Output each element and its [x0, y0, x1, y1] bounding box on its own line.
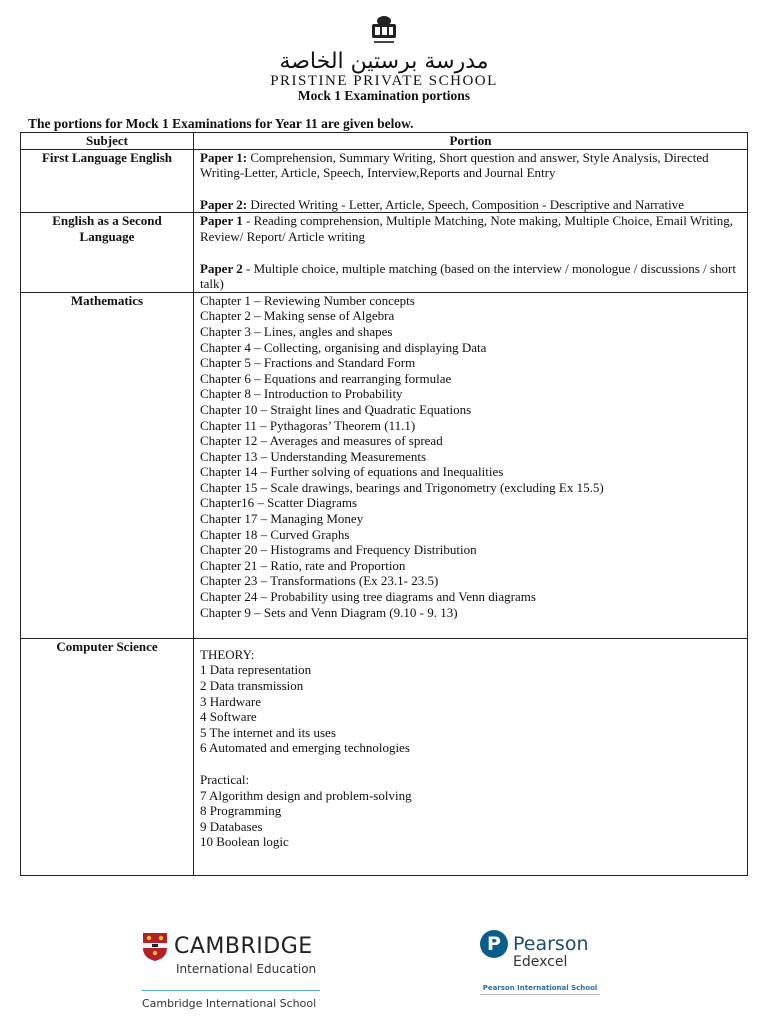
cambridge-brand — [142, 932, 322, 962]
table-row — [21, 292, 748, 638]
portion-cell — [194, 149, 748, 213]
portions-table — [20, 132, 748, 876]
list-item: Chapter16 – Scatter Diagrams — [200, 495, 358, 511]
subject-cell: First Language English — [21, 149, 194, 213]
divider — [480, 994, 600, 995]
list-item: Chapter 17 – Managing Money — [200, 511, 364, 527]
edexcel-name: Edexcel — [513, 954, 568, 970]
table-row — [21, 149, 748, 213]
list-item: Chapter 18 – Curved Graphs — [200, 526, 350, 542]
list-item: Chapter 5 – Fractions and Standard Form — [200, 355, 416, 371]
paper-2-label: Paper 2: — [200, 196, 248, 212]
list-item: 10 Boolean logic — [200, 834, 289, 850]
list-item: Chapter 14 – Further solving of equations and Inequalities — [200, 464, 504, 480]
paper-2-text — [200, 197, 741, 213]
school-name: PRISTINE PRIVATE SCHOOL — [270, 73, 498, 89]
list-item: 6 Automated and emerging technologies — [200, 740, 410, 756]
practical-heading: Practical: — [200, 771, 250, 787]
list-item: 8 Programming — [200, 803, 282, 819]
list-item: Chapter 10 – Straight lines and Quadratic Equations — [200, 401, 472, 417]
table-row — [21, 638, 748, 875]
list-item: Chapter 8 – Introduction to Probability — [200, 386, 403, 402]
portion-header: Portion — [194, 133, 748, 150]
school-name-arabic: مدرسة برستين الخاصة — [279, 49, 489, 74]
subject-cell: Computer Science — [21, 638, 194, 875]
list-item: Chapter 21 – Ratio, rate and Proportion — [200, 557, 406, 573]
portion-cell — [194, 638, 748, 875]
document-title: Mock 1 Examination portions — [297, 88, 471, 103]
paper-2-content: Directed Writing - Letter, Article, Speech, Composition - Descriptive and Narrative — [247, 196, 685, 212]
list-item: Chapter 2 – Making sense of Algebra — [200, 308, 395, 324]
cambridge-subtitle: International Education — [176, 962, 317, 976]
pearson-school-label: Pearson International School — [482, 984, 598, 992]
list-item: 4 Software — [200, 709, 257, 725]
table-header-row — [21, 133, 748, 150]
school-crest-logo — [366, 12, 402, 48]
paper-1-label: Paper 1: — [200, 149, 248, 165]
list-item: Chapter 12 – Averages and measures of spread — [200, 433, 443, 449]
list-item: Chapter 13 – Understanding Measurements — [200, 448, 427, 464]
paper-2-label: Paper 2 — [200, 260, 243, 276]
paper-1-text — [200, 213, 741, 244]
list-item: Chapter 23 – Transformations (Ex 23.1- 23.5) — [200, 573, 439, 589]
table-row — [21, 213, 748, 292]
theory-heading: THEORY: — [200, 646, 255, 662]
pearson-name: Pearson — [513, 933, 589, 955]
list-item: Chapter 20 – Histograms and Frequency Distribution — [200, 542, 477, 558]
intro-text: The portions for Mock 1 Examinations for Year 11 are given below. — [28, 116, 414, 131]
list-item: 9 Databases — [200, 818, 263, 834]
pearson-circle-icon: P — [480, 930, 508, 958]
paper-2-text — [200, 261, 741, 292]
subject-cell: English as a Second Language — [21, 213, 194, 292]
cambridge-logo — [142, 932, 322, 1010]
cambridge-name: CAMBRIDGE — [174, 934, 313, 959]
paper-1-content: Comprehension, Summary Writing, Short question and answer, Style Analysis, Directed Writing-Letter, Article, Speech, Interview,Reports and Journal Entry — [200, 149, 709, 181]
list-item: 1 Data representation — [200, 662, 312, 678]
list-item: 5 The internet and its uses — [200, 724, 336, 740]
cs-portion-list — [200, 639, 741, 850]
list-item: Chapter 24 – Probability using tree diagrams and Venn diagrams — [200, 589, 536, 605]
cambridge-school-label: Cambridge International School — [142, 997, 317, 1010]
list-item: 7 Algorithm design and problem-solving — [200, 787, 412, 803]
letterhead — [0, 12, 768, 103]
list-item: Chapter 6 – Equations and rearranging formulae — [200, 370, 452, 386]
cambridge-shield-icon — [142, 932, 168, 962]
paper-2-content: - Multiple choice, multiple matching (based on the interview / monologue / discussions / short talk) — [200, 260, 736, 292]
portion-cell — [194, 292, 748, 638]
footer-logos — [0, 928, 768, 1018]
list-item: 2 Data transmission — [200, 677, 304, 693]
list-item: Chapter 3 – Lines, angles and shapes — [200, 323, 393, 339]
spacer — [200, 756, 741, 772]
divider — [142, 990, 320, 991]
list-item: Chapter 4 – Collecting, organising and displaying Data — [200, 339, 487, 355]
paper-1-text — [200, 150, 741, 181]
list-item: Chapter 11 – Pythagoras’ Theorem (11.1) — [200, 417, 416, 433]
list-item: Chapter 15 – Scale drawings, bearings and Trigonometry (excluding Ex 15.5) — [200, 479, 604, 495]
portion-cell — [194, 213, 748, 292]
list-item: 3 Hardware — [200, 693, 261, 709]
paper-1-label: Paper 1 — [200, 213, 243, 229]
subject-header: Subject — [21, 133, 194, 150]
paper-1-content: - Reading comprehension, Multiple Matching, Note making, Multiple Choice, Email Writing, Review/ Report/ Article writing — [200, 213, 733, 244]
list-item: Chapter 1 – Reviewing Number concepts — [200, 292, 415, 308]
subject-cell: Mathematics — [21, 292, 194, 638]
list-item: Chapter 9 – Sets and Venn Diagram (9.10 - 9. 13) — [200, 604, 458, 620]
pearson-logo — [480, 930, 600, 995]
